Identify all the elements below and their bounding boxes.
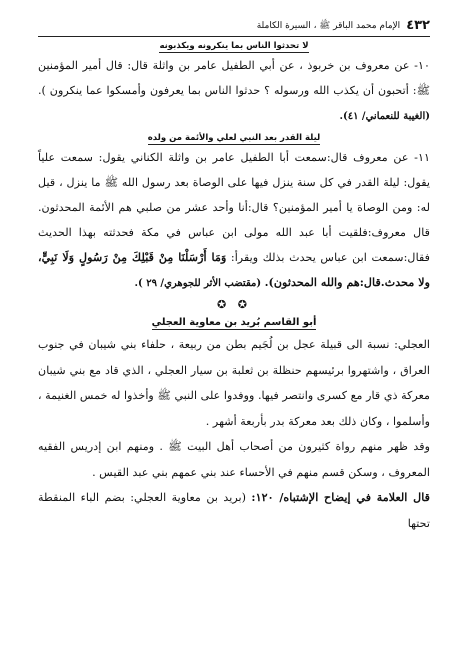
hadith-10-ref: (الغيبة للنعماني/ ٤١). <box>339 111 430 122</box>
quran-verse: وَمَا أَرْسَلْنَا مِنْ قَبْلِكَ مِنْ رَسُولٍ وَلَا نَبِيٍّ، <box>38 250 227 264</box>
paragraph-ajli-1: العجلي: نسبة الى قبيلة عجل بن لُجَيم بطن من ربيعة ، حلفاء بني شيبان في جنوب العراق ، واشتهروا برئيسهم حنظلة بن ثعلبة بن سيار العجلي ، الذي قاد مع بني شيبان معركة ذي قار مع كسرى وانتصر فيها. ووفدوا على النبي ﷺ وأخذوا له خمس الغنيمة ، وأسلموا ، وكان ذلك بعد معركة بدر بأربعة أشهر . <box>38 338 430 428</box>
paragraph-ajli-3-rest: (بريد بن معاوية العجلي: بضم الباء المنقطة تحتها <box>38 491 430 530</box>
page <box>38 18 430 536</box>
hadith-11-text-2: ولا محدث.قال:هم والله المحدثون). <box>264 275 430 289</box>
section-title-1 <box>38 41 430 51</box>
paragraph-ajli-2: وقد ظهر منهم رواة كثيرون من أصحاب أهل البيت ﷺ . ومنهم ابن إدريس الفقيه المعروف ، وسكن قسم منهم في الأحساء عند بني عمهم بني عبد القيس . <box>38 440 430 479</box>
hadith-10-text: ١٠- عن معروف بن خربوذ ، عن أبي الطفيل عامر بن واثلة قال: قال أمير المؤمنين ﷺ: أتحبون أن يكذب الله ورسوله ؟ حدثوا الناس بما يعرفون وأمسكوا عما ينكرون ). <box>38 59 430 97</box>
section-title-2 <box>38 133 430 143</box>
section-title-1-text: لا تحدثوا الناس بما ينكرونه ويكذبونه <box>159 41 309 51</box>
hadith-11-ref: (مقتضب الأثر للجوهري/ ٢٩ ). <box>134 278 262 289</box>
hadith-11-text-1: ١١- عن معروف قال:سمعت أبا الطفيل عامر بن واثلة الكناني يقول: سمعت علياً يقول: ليلة القدر في كل سنة ينزل فيها على الوصاة بعد رسول الله ﷺ ما ينزل ، قيل له: ومن الوصاة يا أمير المؤمنين؟ قال:أنا وأحد عشر من صلبي هم الأئمة المحدثون. قال معروف:فلقيت أبا عبد الله مولى ابن عباس في مكة فحدثته بهذا الحديث فقال:سمعت ابن عباس يحدث بذلك ويقرأ: <box>38 151 430 264</box>
page-number: ٤٣٢ <box>406 18 430 33</box>
running-title: الإمام محمد الباقر ﷺ ، السيرة الكاملة <box>256 20 401 31</box>
section-separator: ✪ ✪ <box>217 298 251 311</box>
section-title-3-text: أبو القاسم بُريد بن معاوية العجلي <box>151 317 317 328</box>
section-title-2-text: ليلة القدر بعد النبي لعلي والأئمة من ولده <box>147 133 321 143</box>
paragraph-ajli-3 <box>38 485 430 536</box>
hadith-10 <box>38 53 430 129</box>
section-title-3 <box>38 317 430 328</box>
hadith-11 <box>38 145 430 296</box>
page-header <box>38 18 430 37</box>
paragraph-ajli-3-lead: قال العلامة في إيضاح الإشتباه/ ١٢٠: <box>251 490 431 504</box>
